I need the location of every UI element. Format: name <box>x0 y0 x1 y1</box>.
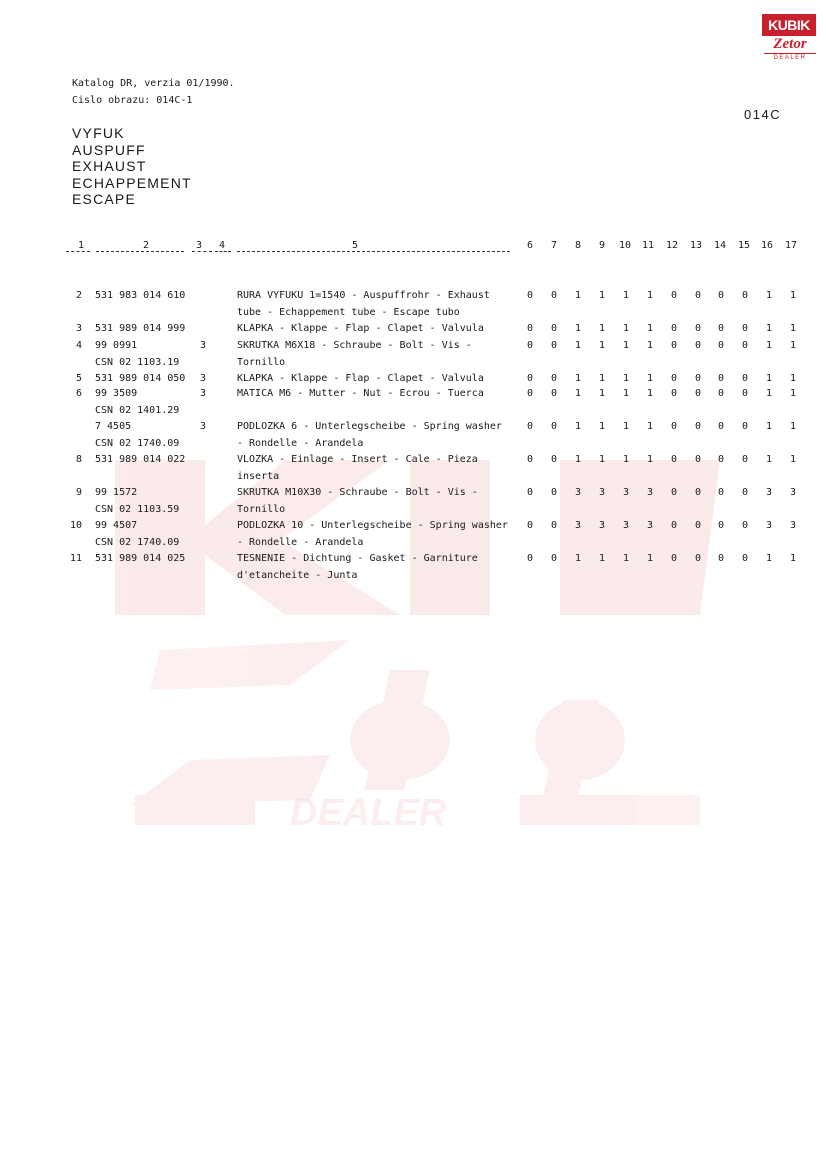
watermark-logo <box>100 340 740 860</box>
col-value: 1 <box>598 553 606 564</box>
column-header: 10 <box>619 240 632 251</box>
col-value: 0 <box>741 388 749 399</box>
col-value: 1 <box>789 323 797 334</box>
row-part-number <box>95 485 179 518</box>
col-value: 1 <box>646 553 654 564</box>
row-part-number <box>95 452 185 469</box>
col-value: 1 <box>789 454 797 465</box>
col-value: 0 <box>526 388 534 399</box>
col-value: 1 <box>574 388 582 399</box>
desc-line: - Rondelle - Arandela <box>237 536 364 548</box>
title-es: ESCAPE <box>72 191 136 207</box>
col-value: 0 <box>717 454 725 465</box>
col-value: 1 <box>598 340 606 351</box>
col-value: 0 <box>670 421 678 432</box>
row-position: 9 <box>75 487 82 498</box>
row-part-number <box>95 551 185 568</box>
part-line: 99 3509 <box>95 388 138 399</box>
col-value: 1 <box>646 388 654 399</box>
row-part-number <box>95 386 179 419</box>
col-value: 1 <box>622 340 630 351</box>
col-value: 0 <box>741 487 749 498</box>
row-part-number <box>95 321 185 338</box>
desc-line: Tornillo <box>237 503 286 515</box>
col-value: 3 <box>598 520 606 531</box>
row-position: 2 <box>75 290 82 301</box>
col-value: 1 <box>789 553 797 564</box>
col-value: 1 <box>789 373 797 384</box>
col-value: 0 <box>550 388 558 399</box>
row-description <box>237 321 484 338</box>
col-value: 1 <box>622 373 630 384</box>
col-value: 0 <box>694 340 702 351</box>
col-value: 0 <box>717 323 725 334</box>
col-value: 1 <box>574 373 582 384</box>
col-value: 0 <box>717 421 725 432</box>
col-value: 1 <box>574 290 582 301</box>
title-fr: ECHAPPEMENT <box>72 174 192 191</box>
part-line: 7 4505 <box>95 421 132 432</box>
title-de: AUSPUFF <box>72 141 146 158</box>
col-value: 1 <box>598 454 606 465</box>
desc-line: KLAPKA - Klappe - Flap - Clapet - Valvula <box>237 323 484 334</box>
row-position: 8 <box>75 454 82 465</box>
row-description <box>237 485 478 518</box>
part-line: 531 989 014 999 <box>95 323 186 334</box>
col-value: 0 <box>694 520 702 531</box>
desc-line: inserta <box>237 470 280 482</box>
col-value: 0 <box>717 290 725 301</box>
col-value: 0 <box>694 421 702 432</box>
col-value: 3 <box>765 520 773 531</box>
watermark-r-letter <box>543 700 598 795</box>
part-line: 99 4507 <box>95 520 138 531</box>
desc-line: SKRUTKA M10X30 - Schraube - Bolt - Vis - <box>237 487 478 498</box>
row-position: 11 <box>69 553 82 564</box>
col-value: 0 <box>717 373 725 384</box>
watermark-u-right <box>560 460 640 615</box>
title-en: EXHAUST <box>72 158 147 174</box>
col-value: 0 <box>550 421 558 432</box>
col-value: 1 <box>765 388 773 399</box>
col-value: 0 <box>526 520 534 531</box>
part-line: CSN 02 1103.59 <box>95 503 180 515</box>
col-value: 1 <box>789 290 797 301</box>
col-value: 1 <box>646 340 654 351</box>
col-value: 1 <box>574 340 582 351</box>
part-line: 531 989 014 025 <box>95 553 186 564</box>
row-position: 6 <box>75 388 82 399</box>
col-value: 1 <box>789 421 797 432</box>
part-line: CSN 02 1103.19 <box>95 356 180 368</box>
logo-kubik-text: KUBIK <box>762 14 816 36</box>
part-line: CSN 02 1740.09 <box>95 536 180 548</box>
col-value: 3 <box>622 520 630 531</box>
header-underline <box>215 251 231 252</box>
part-line: 531 989 014 022 <box>95 454 186 465</box>
col-value: 0 <box>741 373 749 384</box>
column-header: 13 <box>690 240 703 251</box>
col-value: 0 <box>550 373 558 384</box>
desc-line: Tornillo <box>237 356 286 368</box>
column-header: 6 <box>527 240 534 251</box>
image-number-line: Cislo obrazu: 014C-1 <box>72 95 193 106</box>
row-position: 10 <box>69 520 82 531</box>
header-underline <box>66 251 90 252</box>
row-description <box>237 419 502 452</box>
col-value: 0 <box>526 290 534 301</box>
col-value: 0 <box>670 323 678 334</box>
col-value: 0 <box>694 553 702 564</box>
col-value: 1 <box>646 421 654 432</box>
column-header: 9 <box>599 240 606 251</box>
col-value: 1 <box>646 290 654 301</box>
col-value: 0 <box>526 421 534 432</box>
row-part-number <box>95 419 179 452</box>
col-value: 0 <box>717 340 725 351</box>
part-line: 99 1572 <box>95 487 138 498</box>
col-value: 1 <box>622 290 630 301</box>
col-value: 0 <box>741 520 749 531</box>
logo-zetor-text: Zetor <box>773 36 807 52</box>
col-value: 0 <box>550 323 558 334</box>
page-code: 014C <box>744 107 782 122</box>
col-value: 1 <box>574 323 582 334</box>
header-underline <box>96 251 184 252</box>
col-value: 0 <box>670 290 678 301</box>
watermark-bar-right <box>520 795 700 825</box>
row-quantity: 3 <box>199 388 207 399</box>
watermark-o-letter <box>535 700 625 780</box>
desc-line: - Rondelle - Arandela <box>237 437 364 449</box>
col-value: 1 <box>622 454 630 465</box>
catalog-version-line: Katalog DR, verzia 01/1990. <box>72 78 235 89</box>
col-value: 0 <box>550 487 558 498</box>
col-value: 1 <box>765 373 773 384</box>
row-description <box>237 518 508 551</box>
col-value: 0 <box>670 340 678 351</box>
column-header: 8 <box>575 240 582 251</box>
col-value: 0 <box>741 290 749 301</box>
desc-line: PODLOZKA 6 - Unterlegscheibe - Spring washer <box>237 421 502 432</box>
column-header: 7 <box>551 240 558 251</box>
column-header: 14 <box>714 240 727 251</box>
col-value: 1 <box>765 454 773 465</box>
col-value: 1 <box>598 388 606 399</box>
col-value: 0 <box>550 290 558 301</box>
row-part-number <box>95 288 185 305</box>
desc-line: TESNENIE - Dichtung - Gasket - Garniture <box>237 553 478 564</box>
col-value: 0 <box>526 340 534 351</box>
col-value: 1 <box>598 373 606 384</box>
part-line: 99 0991 <box>95 340 138 351</box>
watermark-e-letter <box>350 700 450 780</box>
col-value: 0 <box>717 487 725 498</box>
part-line: 531 983 014 610 <box>95 290 186 301</box>
col-value: 3 <box>646 520 654 531</box>
desc-line: RURA VYFUKU 1=1540 - Auspuffrohr - Exhaust <box>237 290 490 301</box>
col-value: 1 <box>765 323 773 334</box>
col-value: 0 <box>670 520 678 531</box>
col-value: 0 <box>741 553 749 564</box>
row-description <box>237 288 490 321</box>
col-value: 1 <box>765 340 773 351</box>
col-value: 1 <box>789 340 797 351</box>
col-value: 3 <box>574 520 582 531</box>
col-value: 0 <box>717 520 725 531</box>
part-line: 531 989 014 050 <box>95 373 186 384</box>
row-position: 5 <box>75 373 82 384</box>
row-quantity: 3 <box>199 373 207 384</box>
col-value: 0 <box>694 487 702 498</box>
column-header: 5 <box>352 240 359 251</box>
col-value: 1 <box>765 421 773 432</box>
col-value: 1 <box>598 290 606 301</box>
column-header: 16 <box>761 240 774 251</box>
col-value: 1 <box>598 421 606 432</box>
col-value: 0 <box>670 373 678 384</box>
row-position: 3 <box>75 323 82 334</box>
desc-line: tube - Echappement tube - Escape tubo <box>237 306 460 318</box>
col-value: 0 <box>670 388 678 399</box>
col-value: 1 <box>574 421 582 432</box>
col-value: 0 <box>526 553 534 564</box>
desc-line: MATICA M6 - Mutter - Nut - Ecrou - Tuerca <box>237 388 484 399</box>
col-value: 0 <box>670 553 678 564</box>
watermark-flag <box>620 460 720 615</box>
col-value: 0 <box>741 340 749 351</box>
col-value: 1 <box>622 323 630 334</box>
col-value: 3 <box>789 487 797 498</box>
row-description <box>237 386 484 403</box>
col-value: 1 <box>574 454 582 465</box>
col-value: 1 <box>622 388 630 399</box>
col-value: 0 <box>694 454 702 465</box>
desc-line: VLOZKA - Einlage - Insert - Cale - Pieza <box>237 454 478 465</box>
col-value: 1 <box>622 421 630 432</box>
col-value: 0 <box>550 553 558 564</box>
column-header: 15 <box>738 240 751 251</box>
col-value: 0 <box>741 323 749 334</box>
col-value: 0 <box>741 421 749 432</box>
row-position: 4 <box>75 340 82 351</box>
col-value: 1 <box>646 323 654 334</box>
row-part-number <box>95 518 179 551</box>
col-value: 0 <box>694 290 702 301</box>
column-header: 12 <box>666 240 679 251</box>
col-value: 0 <box>550 454 558 465</box>
logo-dealer-text: DEALER <box>764 53 816 62</box>
row-quantity: 3 <box>199 421 207 432</box>
col-value: 0 <box>717 388 725 399</box>
col-value: 3 <box>789 520 797 531</box>
watermark-z-letter <box>130 640 350 805</box>
watermark-t-letter <box>364 670 430 790</box>
col-value: 1 <box>574 553 582 564</box>
col-value: 1 <box>765 553 773 564</box>
desc-line: d'etancheite - Junta <box>237 569 358 581</box>
column-header: 4 <box>219 240 226 251</box>
col-value: 1 <box>622 553 630 564</box>
col-value: 3 <box>765 487 773 498</box>
column-header: 2 <box>143 240 150 251</box>
title-cs: VYFUK <box>72 125 125 141</box>
col-value: 0 <box>670 487 678 498</box>
watermark-dealer-text: DEALER <box>290 792 447 834</box>
col-value: 3 <box>574 487 582 498</box>
col-value: 0 <box>717 553 725 564</box>
watermark-bar-left <box>135 795 255 825</box>
column-header: 17 <box>785 240 798 251</box>
header-underline <box>192 251 212 252</box>
col-value: 0 <box>550 340 558 351</box>
part-line: CSN 02 1740.09 <box>95 437 180 449</box>
row-quantity: 3 <box>199 340 207 351</box>
desc-line: KLAPKA - Klappe - Flap - Clapet - Valvula <box>237 373 484 384</box>
desc-line: SKRUTKA M6X18 - Schraube - Bolt - Vis - <box>237 340 472 351</box>
col-value: 1 <box>765 290 773 301</box>
header-underline <box>237 251 510 252</box>
column-header: 3 <box>196 240 203 251</box>
col-value: 1 <box>789 388 797 399</box>
col-value: 0 <box>694 373 702 384</box>
col-value: 0 <box>694 388 702 399</box>
col-value: 1 <box>646 454 654 465</box>
col-value: 3 <box>622 487 630 498</box>
col-value: 3 <box>598 487 606 498</box>
col-value: 0 <box>526 323 534 334</box>
desc-line: PODLOZKA 10 - Unterlegscheibe - Spring washer <box>237 520 508 531</box>
column-header: 1 <box>78 240 85 251</box>
col-value: 0 <box>526 487 534 498</box>
col-value: 0 <box>526 454 534 465</box>
column-header: 11 <box>642 240 655 251</box>
col-value: 0 <box>741 454 749 465</box>
col-value: 1 <box>598 323 606 334</box>
col-value: 0 <box>550 520 558 531</box>
col-value: 0 <box>670 454 678 465</box>
part-line: CSN 02 1401.29 <box>95 404 180 416</box>
col-value: 0 <box>694 323 702 334</box>
col-value: 0 <box>526 373 534 384</box>
row-description <box>237 452 478 485</box>
col-value: 1 <box>646 373 654 384</box>
row-description <box>237 551 478 584</box>
col-value: 3 <box>646 487 654 498</box>
row-description <box>237 338 472 371</box>
brand-logo <box>762 14 818 64</box>
section-titles <box>72 125 192 208</box>
row-part-number <box>95 338 179 371</box>
